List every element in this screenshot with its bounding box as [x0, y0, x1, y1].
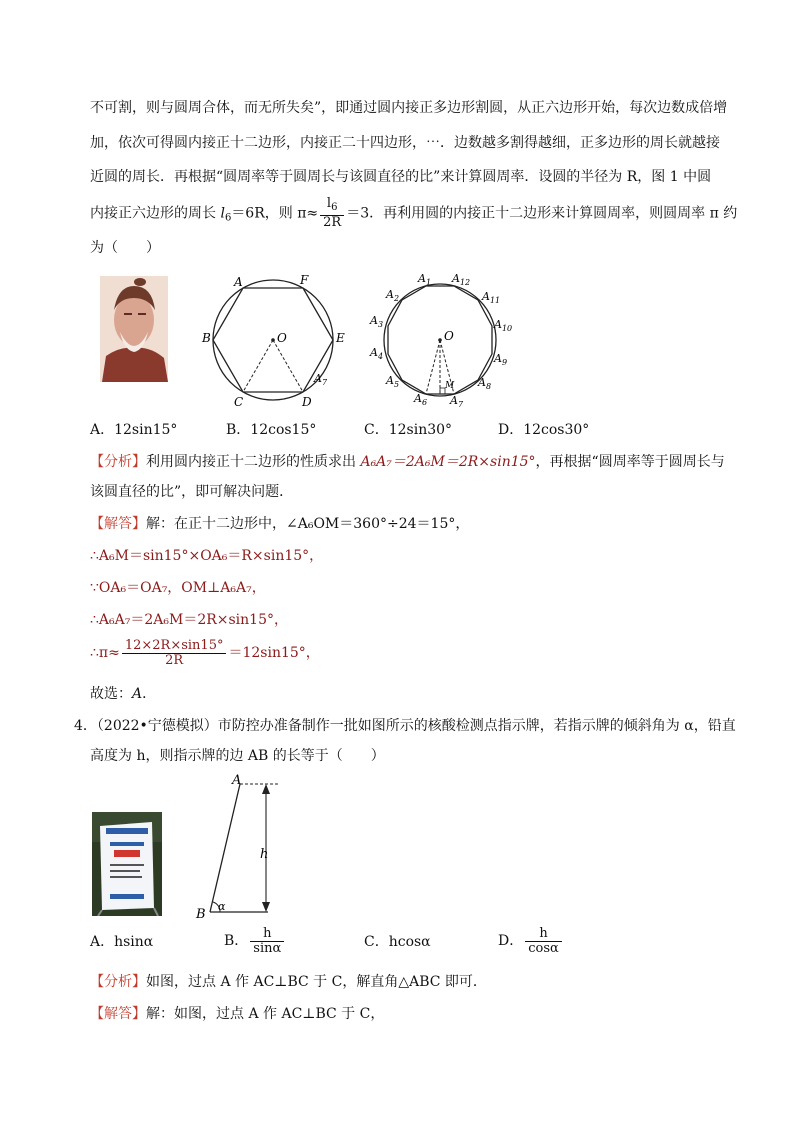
- svg-text:A: A: [234, 275, 243, 289]
- solution-4: 【解答】解：如图，过点 A 作 AC⊥BC 于 C，: [90, 1006, 385, 1022]
- dodecagon-figure: [366, 268, 518, 408]
- q4-line-2: 高度为 h，则指示牌的边 AB 的长等于（ ）: [90, 748, 385, 764]
- svg-text:α: α: [218, 900, 226, 913]
- svg-text:A9: $A_9$: [494, 352, 508, 367]
- solution-3-line-1: 【解答】解：在正十二边形中，∠A₆OM＝360°÷24＝15°，: [90, 516, 470, 532]
- q4-line-1: 4．（2022•宁德模拟）市防控办准备制作一批如图所示的核酸检测点指示牌，若指示牌的倾斜角为 α，铅直: [74, 718, 736, 734]
- pi-fraction: $\frac{l_6}{2R}$: [320, 197, 344, 230]
- q4-option-b: B． $\frac{h}{\sin\alpha}$: [224, 924, 286, 958]
- q3-option-a: A．12sin15°: [90, 422, 178, 438]
- svg-text:A4: $A_4$: [370, 346, 384, 361]
- svg-text:B: B: [202, 331, 211, 345]
- svg-text:A7: $A_7$: [314, 372, 328, 387]
- solution-3-line-2: ∴A₆M＝sin15°×OA₆＝R×sin15°，: [90, 548, 324, 564]
- svg-text:A11: $A_{11}$: [482, 290, 501, 305]
- solution-3-line-4: ∴A₆A₇＝2A₆M＝2R×sin15°，: [90, 612, 288, 628]
- q4-option-a: A．hsinα: [90, 934, 154, 950]
- triangle-figure: [190, 772, 290, 922]
- q3-option-c: C．12sin30°: [364, 422, 453, 438]
- svg-text:B: B: [196, 907, 206, 922]
- svg-text:M: M: [445, 381, 455, 391]
- intro-line-5: 为（ ）: [90, 240, 160, 256]
- q4-option-c: C．hcosα: [364, 934, 431, 950]
- portrait-image: [100, 276, 168, 382]
- svg-text:A: A: [232, 773, 242, 788]
- svg-text:C: C: [234, 395, 244, 408]
- svg-text:O: O: [277, 331, 287, 345]
- svg-text:A5: $A_5$: [386, 374, 400, 389]
- q3-option-d: D．12cos30°: [498, 422, 590, 438]
- svg-text:A6: $A_6$: [414, 392, 428, 407]
- svg-text:A10: $A_{10}$: [494, 318, 513, 333]
- q4-option-d: D． $\frac{h}{\cos\alpha}$: [498, 924, 564, 958]
- svg-text:D: D: [302, 395, 312, 408]
- sign-photo: [92, 812, 162, 916]
- analysis-tag: 【分析】: [90, 454, 146, 470]
- svg-text:A1: $A_1$: [418, 272, 432, 287]
- intro-line-2: 加，依次可得圆内接正十二边形，内接正二十四边形，⋯．边数越多割得越细，正多边形的周长就越接: [90, 135, 720, 151]
- svg-text:h: h: [260, 847, 269, 862]
- svg-text:E: E: [336, 331, 345, 345]
- svg-text:F: F: [300, 273, 309, 287]
- svg-text:A3: $A_3$: [370, 314, 384, 329]
- svg-text:A7: $A_7$: [450, 394, 464, 408]
- svg-text:A8: $A_8$: [478, 376, 492, 391]
- intro-line-1: 不可割，则与圆周合体，而无所失矣”，即通过圆内接正多边形割圆，从正六边形开始，每次边数成倍增: [90, 100, 728, 116]
- svg-text:O: O: [444, 329, 454, 343]
- analysis-4: 【分析】如图，过点 A 作 AC⊥BC 于 C，解直角△ABC 即可．: [90, 974, 487, 990]
- intro-line-3: 近圆的周长．再根据“圆周率等于圆周长与该圆直径的比”来计算圆周率．设圆的半径为 R，图 1 中圆: [90, 169, 712, 185]
- q3-option-b: B．12cos15°: [226, 422, 317, 438]
- svg-text:A2: $A_2$: [386, 288, 400, 303]
- analysis-3-line-1: 【分析】利用圆内接正十二边形的性质求出 A₆A₇＝2A₆M＝2R×sin15°，再根据“圆周率等于圆周长与: [90, 454, 725, 470]
- svg-text:A12: $A_{12}$: [452, 272, 471, 287]
- solution-3-line-5: ∴π≈ $\frac{12\times 2R\times\sin 15^\circ}{2R}$ ＝12sin15°，: [90, 637, 320, 668]
- hexagon-figure: [196, 268, 346, 408]
- solution-tag: 【解答】: [90, 516, 146, 532]
- intro-line-4: 内接正六边形的周长 $l_6=6R$，则 π≈ $\frac{l_6}{2R}$ ＝3．再利用圆的内接正十二边形来计算圆周率，则圆周率 π 约: [90, 196, 738, 230]
- analysis-3-line-2: 该圆直径的比”，即可解决问题．: [90, 484, 294, 500]
- solution-3-line-3: ∵OA₆＝OA₇，OM⊥A₆A₇，: [90, 580, 266, 596]
- solution-3-line-6: 故选：A．: [90, 686, 157, 702]
- solution-fraction: $\frac{12\times 2R\times\sin 15^\circ}{2R}$: [122, 639, 227, 668]
